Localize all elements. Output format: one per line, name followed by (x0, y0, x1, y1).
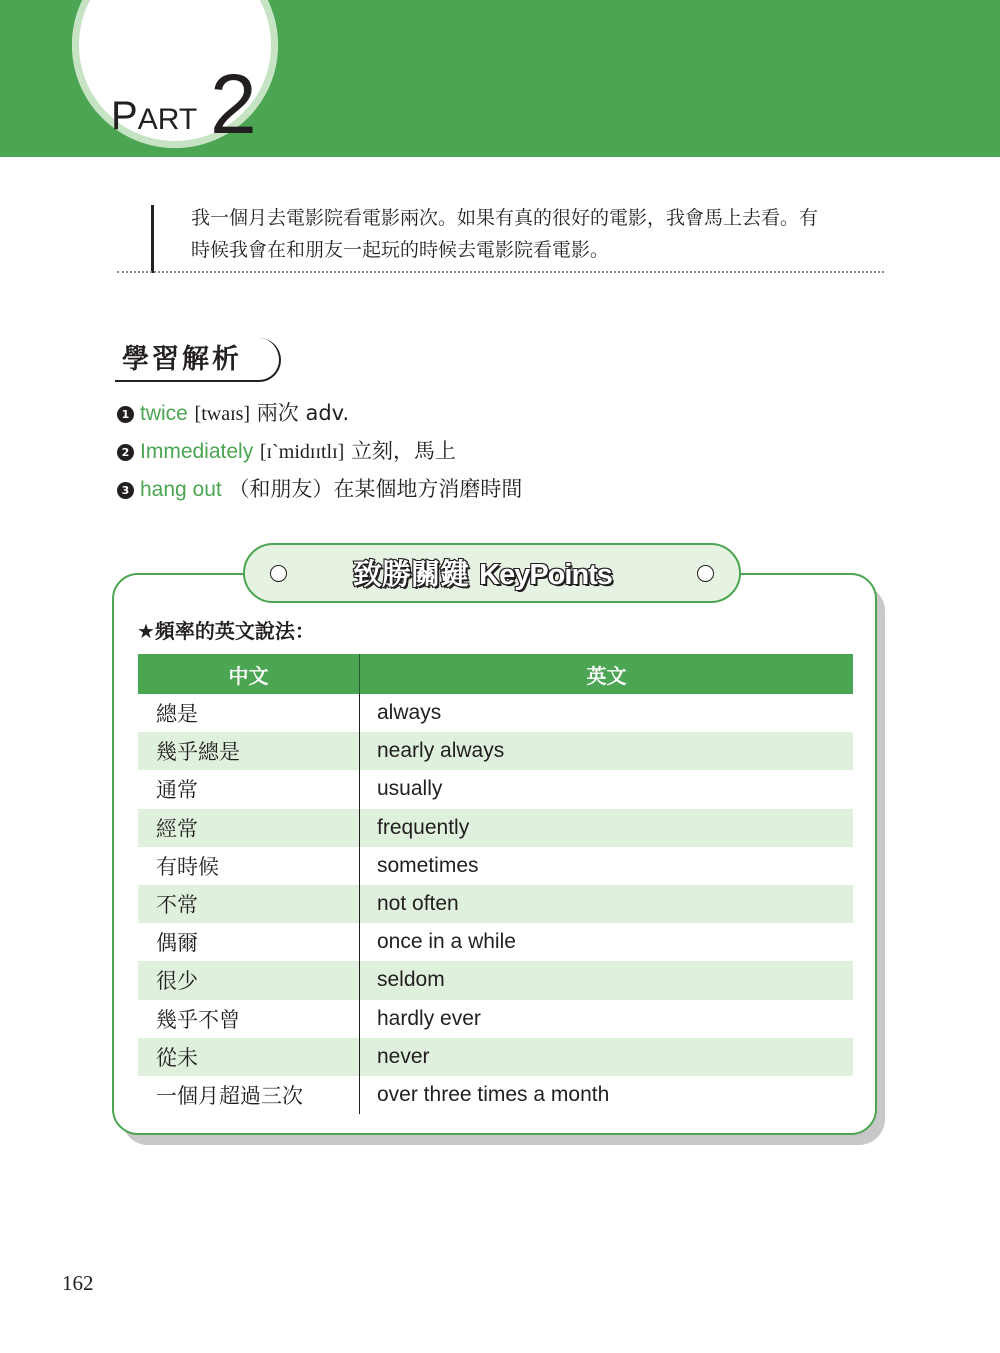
vocab-word: twice (140, 402, 188, 425)
vocab-item (117, 436, 456, 467)
vocab-ipa: [ɪ`midɪɪtlɪ] (259, 441, 345, 463)
part-label: PART (111, 94, 198, 138)
cell-english: seldom (360, 961, 854, 999)
vocab-ipa: [twaɪs] (194, 403, 251, 425)
table-row (138, 923, 853, 961)
cell-chinese: 通常 (138, 770, 360, 808)
vocab-meaning: （和朋友）在某個地方消磨時間 (228, 477, 523, 501)
table-row (138, 1000, 853, 1038)
vocab-meaning: 兩次 adv. (256, 401, 350, 425)
cell-chinese: 一個月超過三次 (138, 1076, 360, 1114)
circle-icon (697, 565, 714, 582)
cell-chinese: 從未 (138, 1038, 360, 1076)
dotted-divider (117, 271, 884, 273)
keypoints-title: 致勝關鍵 KeyPoints (353, 557, 612, 591)
table-row (138, 885, 853, 923)
cell-chinese: 總是 (138, 694, 360, 732)
table-row (138, 1038, 853, 1076)
column-header-english: 英文 (360, 654, 854, 694)
frequency-subtitle: ★頻率的英文說法： (137, 619, 315, 643)
cell-english: not often (360, 885, 854, 923)
vocab-meaning: 立刻，馬上 (351, 439, 457, 463)
cell-chinese: 幾乎不曾 (138, 1000, 360, 1038)
cell-english: nearly always (360, 732, 854, 770)
table-header-row (138, 654, 853, 694)
cell-chinese: 有時候 (138, 847, 360, 885)
cell-english: frequently (360, 809, 854, 847)
table-row (138, 961, 853, 999)
vocab-word: Immediately (140, 440, 254, 463)
table-row (138, 694, 853, 732)
vocab-item (117, 398, 349, 429)
table-row (138, 1076, 853, 1114)
quote-bar (151, 205, 154, 273)
cell-chinese: 偶爾 (138, 923, 360, 961)
cell-english: usually (377, 777, 443, 801)
number-badge: 2 (117, 444, 134, 461)
cell-english: never (360, 1038, 854, 1076)
cell-english: over three times a month (377, 1082, 610, 1106)
cell-chinese: 幾乎總是 (138, 732, 360, 770)
vocab-word: hang out (140, 478, 222, 501)
cell-chinese: 很少 (138, 961, 360, 999)
section-title: 學習解析 (122, 344, 242, 375)
table-row (138, 770, 853, 808)
cell-chinese: 不常 (138, 885, 360, 923)
intro-line: 時候我會在和朋友一起玩的時候去電影院看電影。 (191, 239, 610, 261)
intro-paragraph (191, 202, 881, 266)
column-header-chinese: 中文 (138, 654, 360, 694)
frequency-table (138, 654, 853, 1114)
table-row (138, 847, 853, 885)
circle-icon (270, 565, 287, 582)
cell-chinese: 經常 (138, 809, 360, 847)
cell-english: sometimes (377, 853, 479, 877)
page-number: 162 (62, 1271, 94, 1295)
intro-line: 我一個月去電影院看電影兩次。如果有真的很好的電影，我會馬上去看。有 (191, 207, 819, 229)
part-number: 2 (210, 57, 255, 151)
cell-english: hardly ever (377, 1006, 481, 1030)
cell-english: once in a while (377, 930, 516, 954)
table-row (138, 809, 853, 847)
vocab-item (117, 474, 522, 505)
cell-english: always (377, 701, 442, 725)
table-row (138, 732, 853, 770)
number-badge: 3 (117, 482, 134, 499)
number-badge: 1 (117, 406, 134, 423)
